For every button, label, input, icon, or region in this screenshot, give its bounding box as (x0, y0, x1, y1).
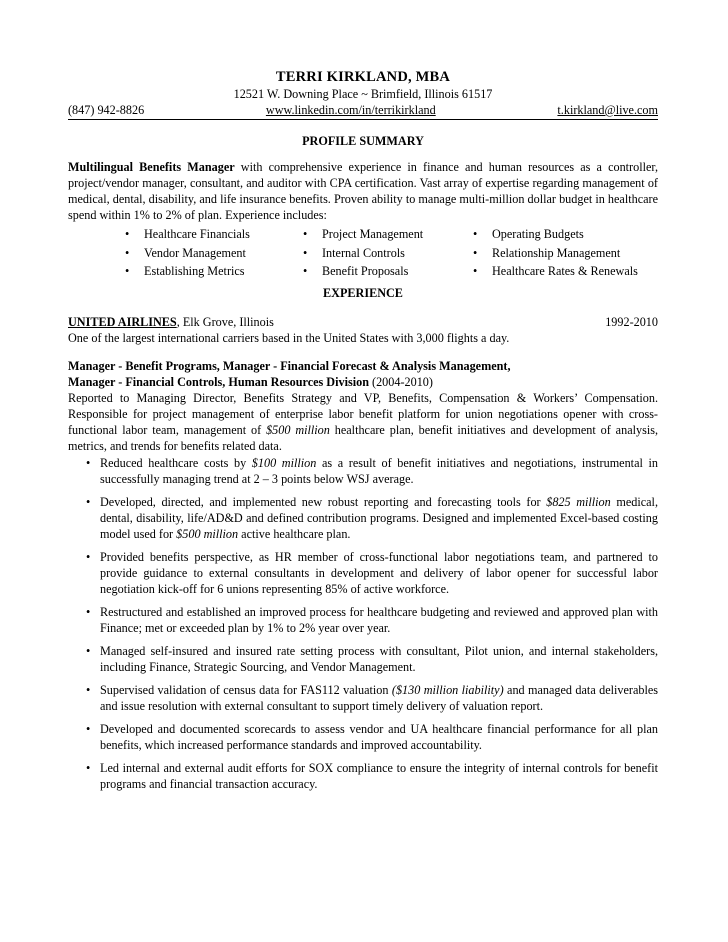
role-title-line-1: Manager - Benefit Programs, Manager - Financial Forecast & Analysis Management, (68, 358, 511, 373)
role-title-line-2 (68, 374, 658, 390)
profile-lead: Multilingual Benefits Manager (68, 160, 235, 174)
employment-dates: 1992-2010 (605, 314, 658, 329)
linkedin-link[interactable]: www.linkedin.com/in/terrikirkland (265, 103, 436, 117)
employer-row (68, 314, 658, 330)
skills-list (122, 225, 658, 281)
email-link[interactable]: t.kirkland@live.com (557, 103, 658, 117)
role-block (68, 358, 658, 454)
achievement-item: • Reduced healthcare costs by $100 million as a result of benefit initiatives and negotiations, instrumental in successfully managing trend at 2 – 3 points below WSJ average. (68, 455, 658, 487)
skill-item: • Healthcare Rates & Renewals (470, 262, 640, 281)
phone-number: (847) 942-8826 (68, 103, 145, 117)
skill-item: • Benefit Proposals (300, 262, 470, 281)
profile-body: with comprehensive experience in finance and human resources as a controller, project/vendor manager, consultant, and auditor with CPA certification. Vast array of expertise regarding management of medical, dental, disability, and life insurance benefits. Proven ability to manage multi-million dollar budget in healthcare spend within 1% to 2% of plan. Experience includes: (68, 160, 658, 222)
achievements-list (68, 455, 658, 792)
company-location: , Elk Grove, Illinois (176, 314, 274, 329)
achievement-item: • Supervised validation of census data for FAS112 valuation ($130 million liability) and managed data deliverables and issue resolution with external consultant to support timely delivery of valuation report. (68, 682, 658, 714)
skill-item: • Establishing Metrics (122, 262, 300, 281)
skill-item: • Project Management (300, 225, 470, 244)
profile-summary-text (68, 159, 658, 223)
role-title: Manager - Financial Controls, Human Resources Division (68, 374, 369, 389)
company-name: UNITED AIRLINES (68, 314, 177, 329)
resume-page (68, 68, 658, 799)
skill-item: • Healthcare Financials (122, 225, 300, 244)
skill-item: • Vendor Management (122, 244, 300, 263)
achievement-item: • Managed self-insured and insured rate setting process with consultant, Pilot union, and internal stakeholders, including Finance, Strategic Sourcing, and Vendor Management. (68, 643, 658, 675)
candidate-name: TERRI KIRKLAND, MBA (275, 69, 451, 85)
achievement-item: • Restructured and established an improved process for healthcare budgeting and reviewed and approved plan with Finance; met or exceeded plan by 1% to 2% year over year. (68, 604, 658, 636)
achievement-item: • Developed and documented scorecards to assess vendor and UA healthcare financial performance for all plan benefits, which increased performance standards and improved accountability. (68, 721, 658, 753)
achievement-item: • Developed, directed, and implemented new robust reporting and forecasting tools for $825 million medical, dental, disability, life/AD&D and defined contribution programs. Designed and implemented Excel-based costing model used for $500 million active healthcare plan. (68, 494, 658, 542)
skill-item: • Internal Controls (300, 244, 470, 263)
profile-summary-heading: PROFILE SUMMARY (302, 134, 424, 148)
role-dates: (2004-2010) (368, 374, 433, 389)
skill-item: • Relationship Management (470, 244, 640, 263)
address-line: 12521 W. Downing Place ~ Brimfield, Illinois 61517 (233, 87, 493, 101)
company-description: One of the largest international carriers based in the United States with 3,000 flights a day. (68, 330, 510, 345)
contact-row (68, 102, 658, 120)
experience-heading: EXPERIENCE (323, 285, 403, 300)
achievement-item: • Led internal and external audit efforts for SOX compliance to ensure the integrity of internal controls for benefit programs and financial transaction accuracy. (68, 760, 658, 792)
achievement-item: • Provided benefits perspective, as HR member of cross-functional labor negotiations team, and partnered to provide guidance to external consultants in development and delivery of labor opener for successful labor negotiation kick-off for 6 unions representing 85% of active workforce. (68, 549, 658, 597)
role-description: Reported to Managing Director, Benefits Strategy and VP, Benefits, Compensation & Workers’ Compensation. Responsible for project management of enterprise labor benefit platform for union negotiations opener with cross-functional labor team, management of $500 million healthcare plan, benefit initiatives and development of analysis, metrics, and trends for benefits related data. (68, 390, 658, 453)
skill-item: • Operating Budgets (470, 225, 640, 244)
employer (68, 314, 274, 330)
